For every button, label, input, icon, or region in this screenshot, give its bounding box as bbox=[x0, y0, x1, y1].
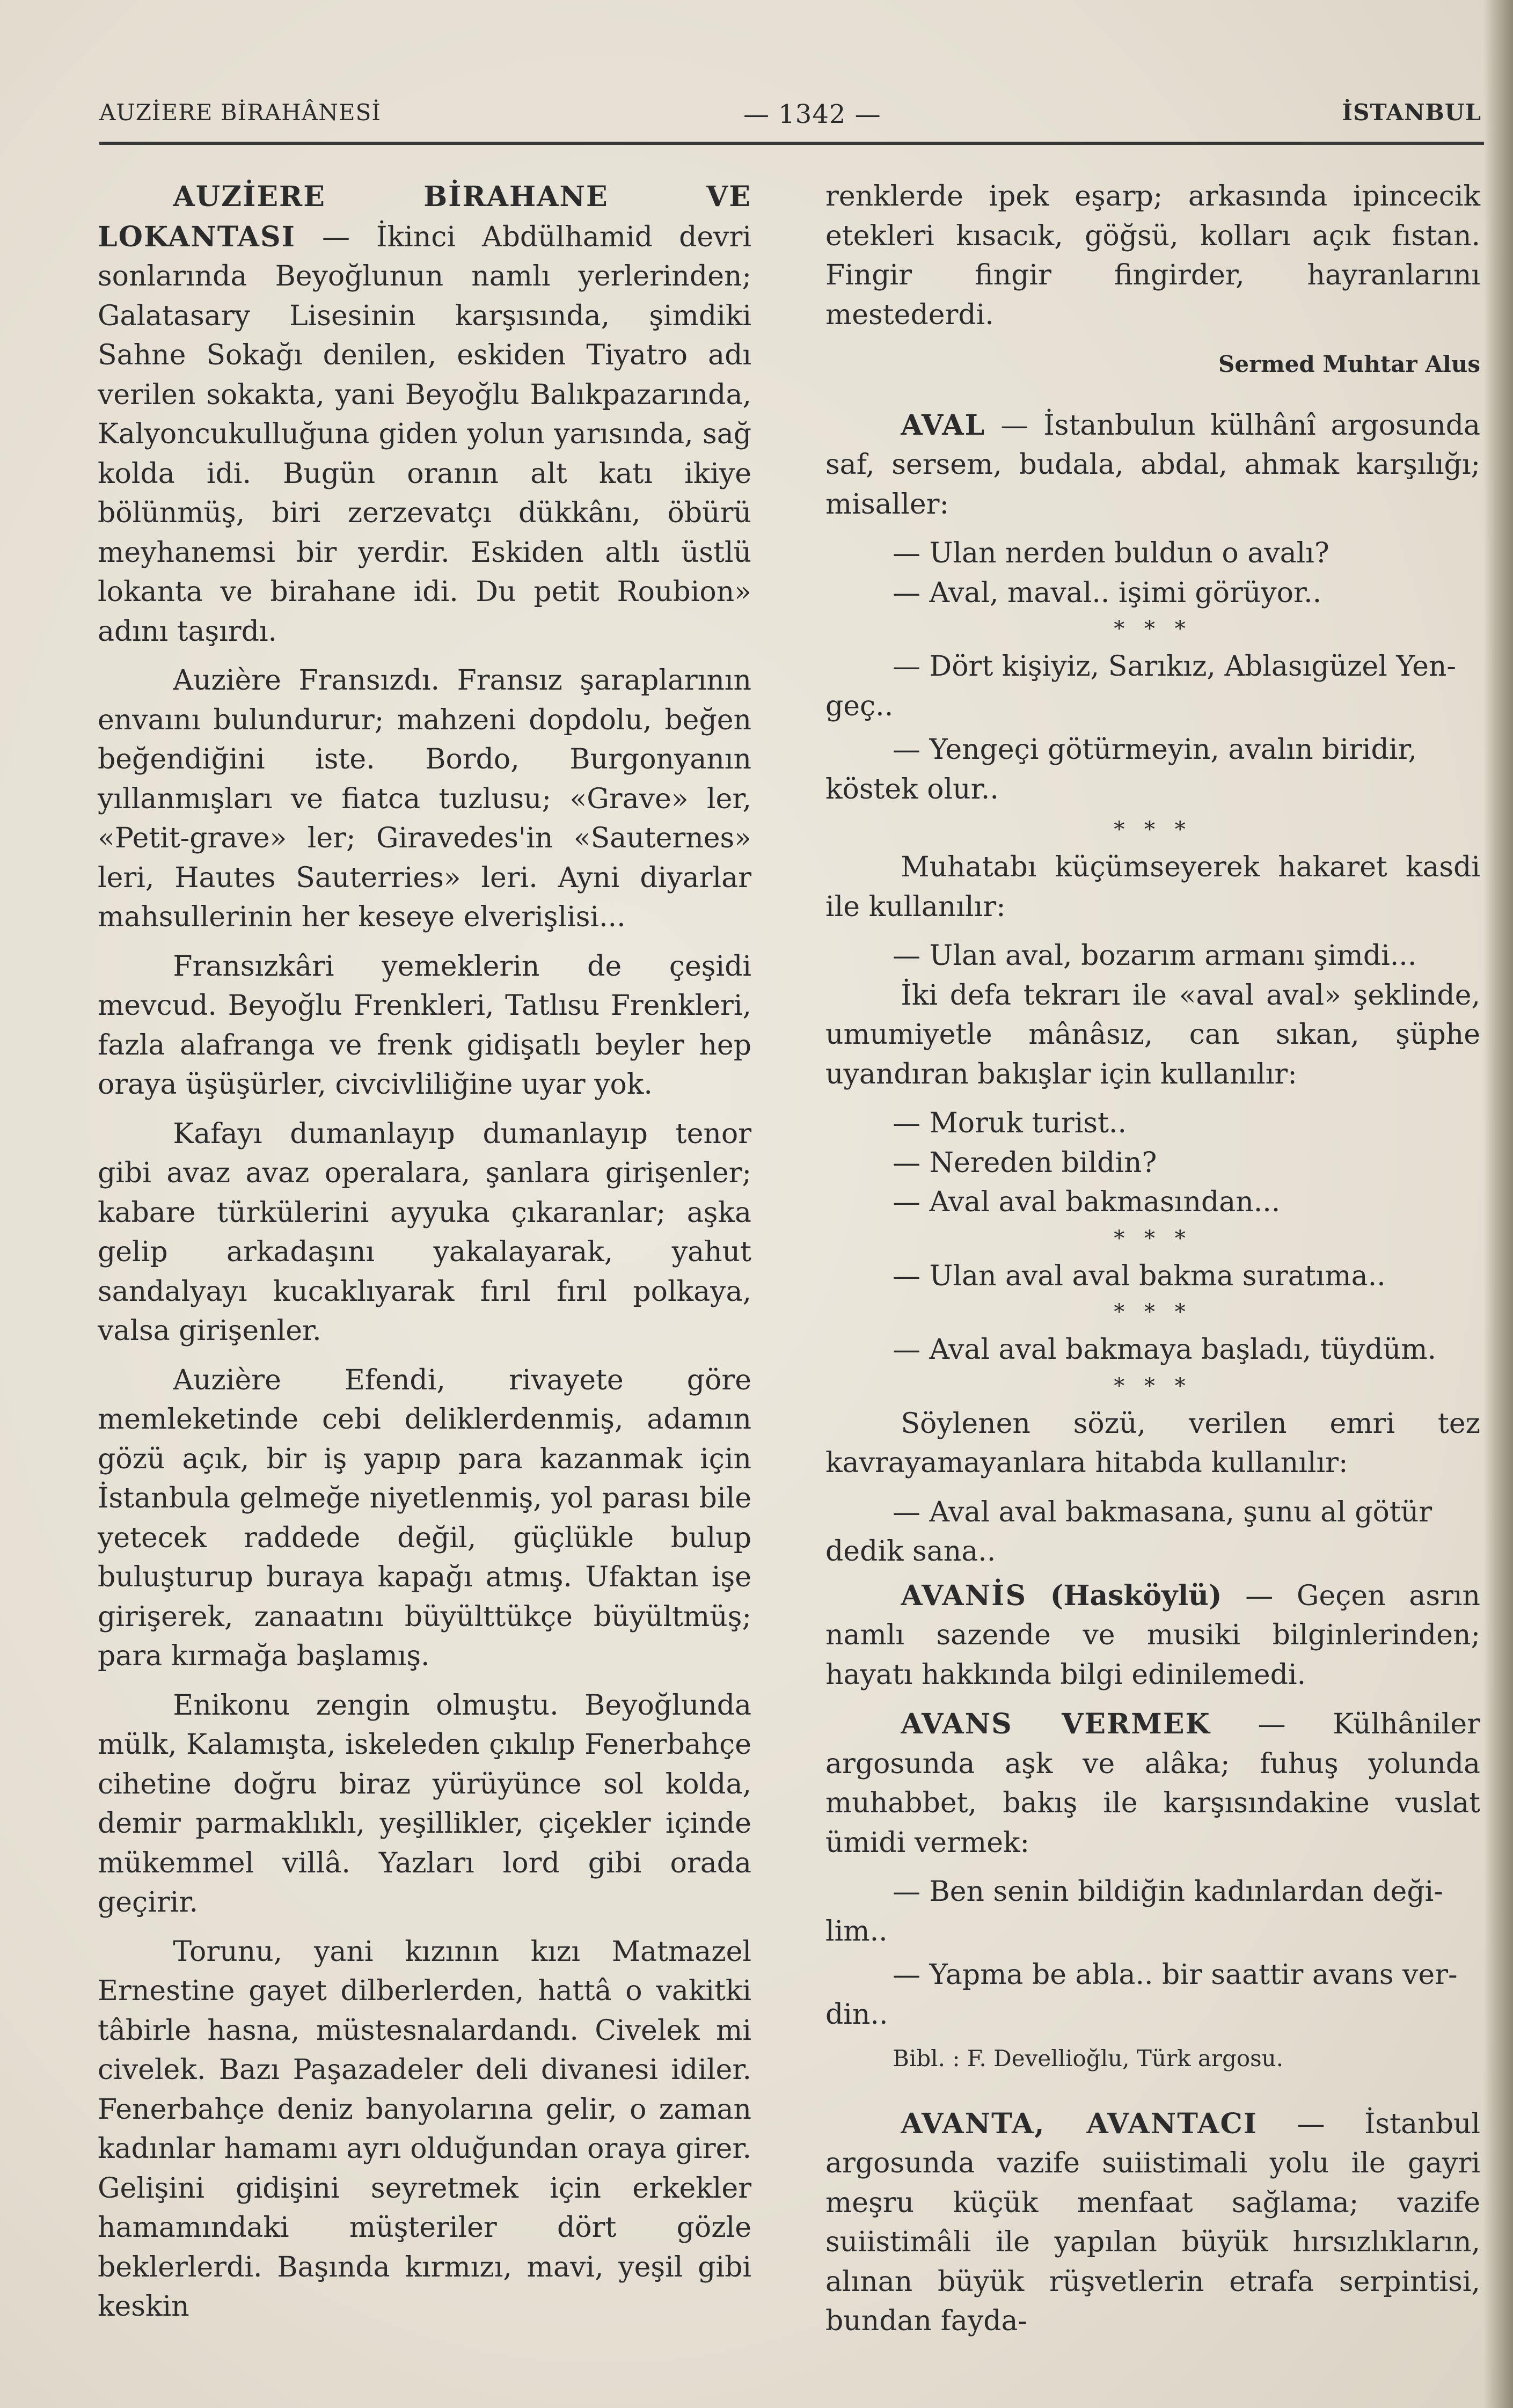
entry-avans-vermek bbox=[825, 1704, 1480, 1863]
header-rule bbox=[99, 142, 1484, 145]
section-stars: * * * bbox=[1114, 1373, 1192, 1399]
dialogue-line: — Ulan nerden buldun o avalı? bbox=[893, 537, 1329, 569]
section-stars: * * * bbox=[1114, 817, 1192, 842]
entry-avanta bbox=[825, 2104, 1480, 2341]
paragraph: Enikonu zengin olmuştu. Beyoğlunda mülk, Kalamışta, iskeleden çıkılıp Fenerbahçe cihetine doğru biraz yürüyünce sol kolda, demir parmaklıklı, yeşillikler, çiçekler içinde mükemmel villâ. Yazları lord gibi orada geçirir. bbox=[98, 1689, 751, 1919]
paragraph: İki defa tekrarı ile «aval aval» şeklinde, umumiyetle mânâsız, can sıkan, şüphe uyandıran bakışlar için kullanılır: bbox=[825, 979, 1480, 1090]
header-right-title: İSTANBUL bbox=[1342, 99, 1481, 126]
dialogue-continued: din.. bbox=[825, 1998, 888, 2031]
author-signature: Sermed Muhtar Alus bbox=[1218, 351, 1480, 377]
section-stars: * * * bbox=[1114, 1300, 1192, 1324]
running-header bbox=[99, 94, 1481, 137]
dialogue-line: — Yengeçi götürmeyin, avalın biridir, bbox=[893, 734, 1417, 766]
dialogue-continued: geç.. bbox=[825, 690, 894, 722]
entry-heading: AVANİS bbox=[901, 1579, 1027, 1612]
entry-heading: AVANS VERMEK bbox=[901, 1708, 1211, 1740]
paragraph: Fransızkâri yemeklerin de çeşidi mevcud. Beyoğlu Frenkleri, Tatlısu Frenkleri, fazla alafranga ve frenk gidişatlı beyler hep oraya üşüşürler, civcivliliğine uyar yok. bbox=[98, 950, 751, 1101]
entry-heading: AUZİERE BİRAHANE VE LOKANTASI bbox=[98, 180, 751, 253]
header-left-title: AUZİERE BİRAHÂNESİ bbox=[99, 99, 381, 126]
dialogue-line: — Ulan aval aval bakma suratıma.. bbox=[893, 1260, 1386, 1292]
dialogue-line: — Ulan aval, bozarım armanı şimdi... bbox=[893, 940, 1417, 972]
dialogue-continued: dedik sana.. bbox=[825, 1535, 996, 1568]
dialogue-line: — Aval, maval.. işimi görüyor.. bbox=[893, 576, 1322, 609]
entry-place: (Hasköylü) bbox=[1050, 1579, 1222, 1612]
dialogue-line: — Aval aval bakmaya başladı, tüydüm. bbox=[893, 1334, 1437, 1366]
paragraph-continued: renklerde ipek eşarp; arkasında ipincecik etekleri kısacık, göğsü, kolları açık fıstan. Fingir fingir fingirder, hayranlarını mestederdi. bbox=[825, 180, 1480, 331]
right-column bbox=[825, 177, 1480, 2351]
entry-text: — Geçen asrın namlı sazende ve musiki bilginlerinden; hayatı hakkında bilgi edinilemedi. bbox=[825, 1579, 1480, 1691]
dialogue-line: — Moruk turist.. bbox=[893, 1107, 1127, 1139]
page-number: — 1342 — bbox=[743, 99, 881, 129]
dialogue-line: — Aval aval bakmasana, şunu al götür bbox=[893, 1496, 1432, 1528]
dialogue-continued: köstek olur.. bbox=[825, 773, 999, 806]
entry-heading: AVANTA, AVANTACI bbox=[901, 2107, 1258, 2140]
paragraph: Auzière Fransızdı. Fransız şaraplarının envaını bulundurur; mahzeni dopdolu, beğen beğendiğini iste. Bordo, Burgonyanın yıllanmışları ve fiatca tuzlusu; «Grave» ler, «Petit-grave» ler; Giravedes'in «Sauternes» leri, Hautes Sauterries» leri. Ayni diyarlar mahsullerinin her keseye elverişlisi... bbox=[98, 664, 751, 933]
paragraph: Kafayı dumanlayıp dumanlayıp tenor gibi avaz avaz operalara, şanlara girişenler; kabare türkülerini ayyuka çıkaranlar; aşka gelip arkadaşını yakalayarak, yahut sandalyayı kucaklıyarak fırıl fırıl polkaya, valsa girişenler. bbox=[98, 1117, 751, 1347]
dialogue-line: — Yapma be abla.. bir saattir avans ver- bbox=[893, 1959, 1458, 1991]
dialogue-line: — Nereden bildin? bbox=[893, 1146, 1157, 1179]
entry-text: — İkinci Abdülhamid devri sonlarında Beyoğlunun namlı yerlerinden; Galatasary Lisesinin karşısında, şimdiki Sahne Sokağı denilen, eskiden Tiyatro adı verilen sokakta, yani Beyoğlu Balıkpazarında, Kalyoncukulluğuna giden yolun yarısında, sağ kolda idi. Bugün oranın alt katı ikiye bölünmüş, biri zerzevatçı dükkânı, öbürü meyhanemsi bir yerdir. Eskiden altlı üstlü lokanta ve birahane idi. Du petit Roubion» adını taşırdı. bbox=[98, 221, 752, 648]
entry-auziere bbox=[98, 177, 751, 652]
entry-text: — İstanbul argosunda vazife suiistimali yolu ile gayri meşru küçük menfaat sağlama; vazife suiistimâli ile yapılan büyük hırsızlıkların, alınan büyük rüşvetlerin etrafa serpintisi, bundan fayda- bbox=[825, 2107, 1481, 2337]
entry-text: — İstanbulun külhânî argosunda saf, sersem, budala, abdal, ahmak karşılığı; misaller: bbox=[825, 409, 1480, 521]
dialogue-line: — Ben senin bildiğin kadınlardan deği- bbox=[893, 1876, 1443, 1908]
paragraph: Söylenen sözü, verilen emri tez kavrayamayanlara hitabda kullanılır: bbox=[825, 1407, 1480, 1479]
dialogue-line: — Dört kişiyiz, Sarıkız, Ablasıgüzel Yen- bbox=[893, 650, 1456, 683]
paragraph: Auzière Efendi, rivayete göre memleketinde cebi deliklerdenmiş, adamın gözü açık, bir iş yapıp para kazanmak için İstanbula gelmeğe niyetlenmiş, yol parası bile yetecek raddede değil, güçlükle bulup buluşturup buraya kapağı atmış. Ufaktan işe girişerek, zanaatını büyülttükçe büyültmüş; para kırmağa başlamış. bbox=[98, 1364, 751, 1672]
entry-text: — Külhâniler argosunda aşk ve alâka; fuhuş yolunda muhabbet, bakış ile karşısındakine vuslat ümidi vermek: bbox=[825, 1708, 1480, 1859]
left-column bbox=[98, 177, 751, 2337]
dialogue-line: — Aval aval bakmasından... bbox=[893, 1186, 1281, 1218]
entry-heading: AVAL bbox=[901, 408, 986, 442]
dialogue-continued: lim.. bbox=[825, 1915, 888, 1948]
section-stars: * * * bbox=[1114, 1226, 1192, 1251]
paragraph: Torunu, yani kızının kızı Matmazel Ernestine gayet dilberlerden, hattâ o vakitki tâbirle hasna, müstesnalardandı. Civelek mi civelek. Bazı Paşazadeler deli divanesi idiler. Fenerbahçe deniz banyolarına gelir, o zaman kadınlar hamamı ayrı olduğundan oraya girer. Gelişini gidişini seyretmek için erkekler hamamındaki müşteriler dört gözle beklerlerdi. Başında kırmızı, mavi, yeşil gibi keskin bbox=[98, 1935, 751, 2323]
section-stars: * * * bbox=[1114, 617, 1192, 641]
entry-aval bbox=[825, 406, 1480, 525]
paragraph: Muhatabı küçümseyerek hakaret kasdi ile kullanılır: bbox=[825, 851, 1480, 923]
page-edge-shadow bbox=[1483, 0, 1513, 2408]
bibliography: Bibl. : F. Devellioğlu, Türk argosu. bbox=[893, 2045, 1284, 2072]
entry-avanis bbox=[825, 1576, 1480, 1695]
